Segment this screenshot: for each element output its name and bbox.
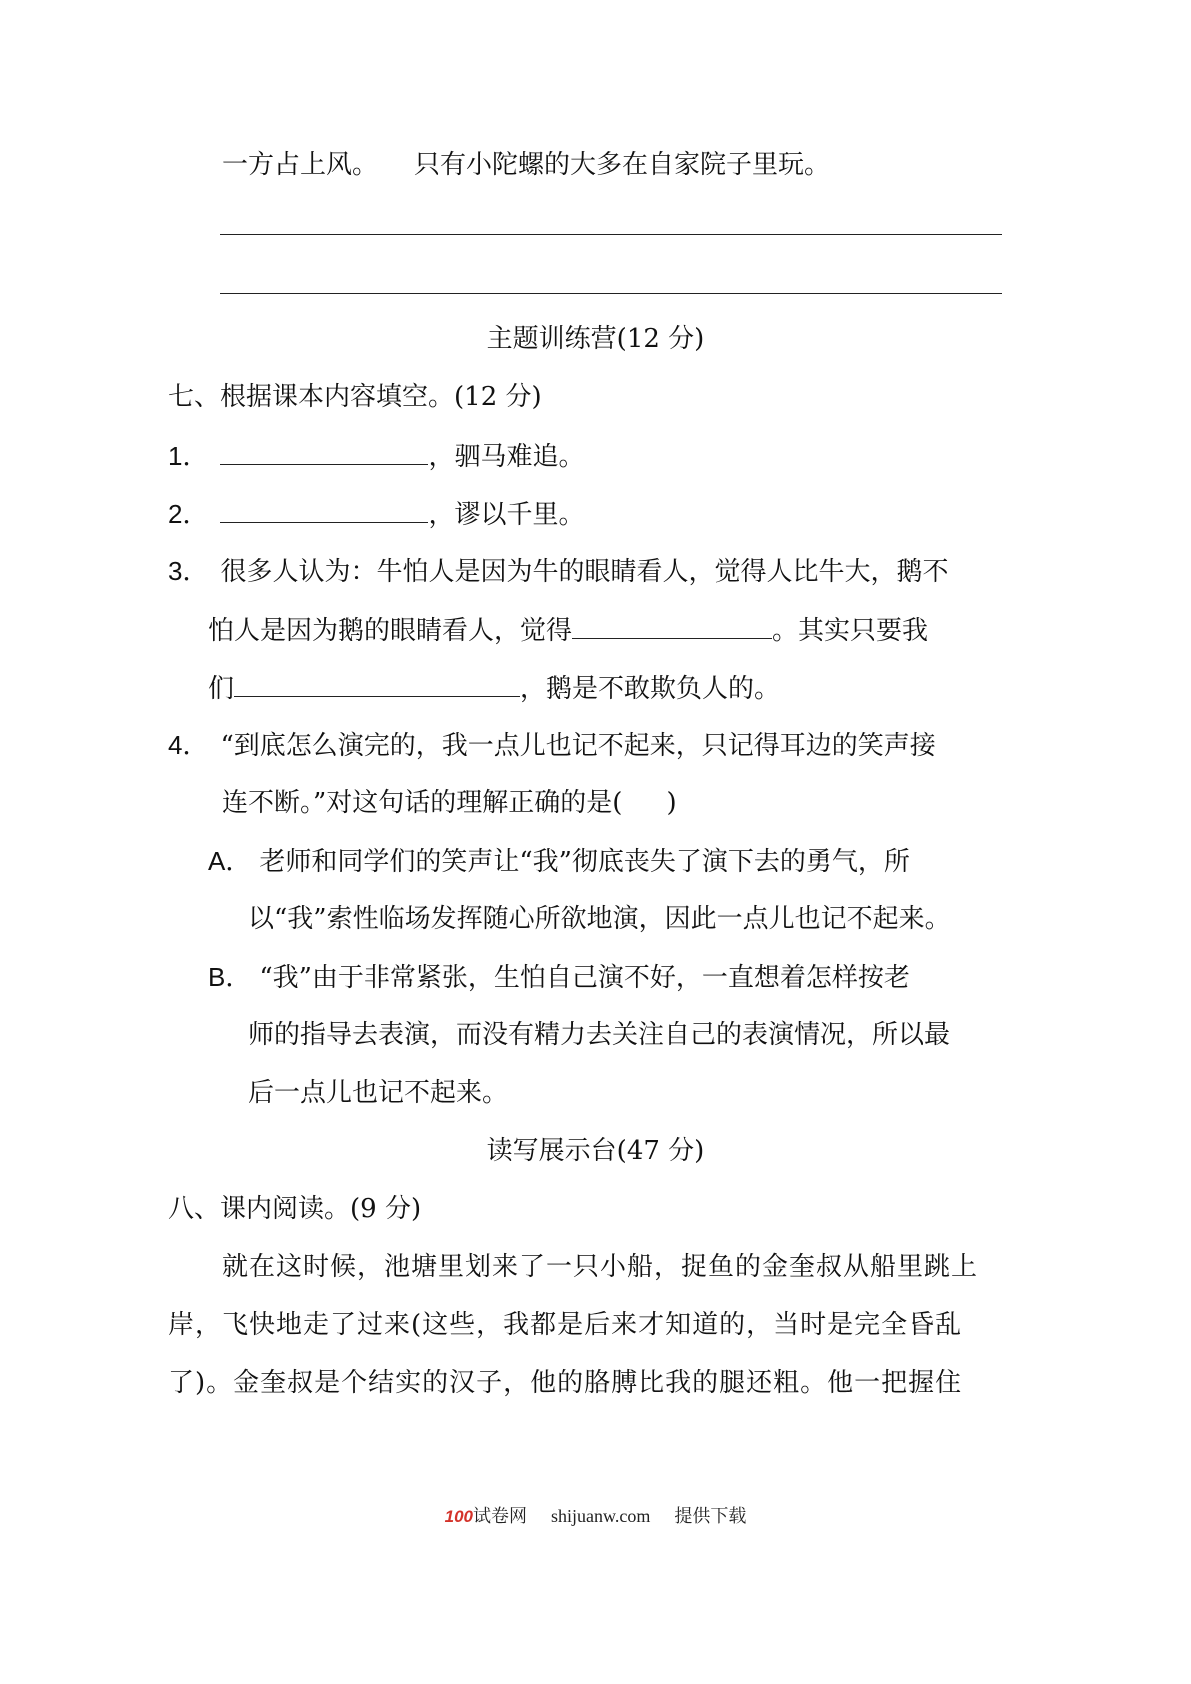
section-heading-main: 主题训练营(12 分) — [486, 324, 705, 354]
q7-option-a-line2 — [248, 902, 951, 936]
q7-item-1-text: ，驷马难追。 — [428, 442, 585, 472]
q7-item-4-text-2-end: ) — [666, 788, 677, 818]
q7-option-b-text-3: 后一点儿也记不起来。 — [248, 1078, 509, 1108]
q7-item-3-num: 3． — [168, 556, 209, 586]
site-name: 试卷网 — [473, 1506, 528, 1526]
site-logo: 100 — [444, 1507, 474, 1526]
q7-item-1-blank[interactable] — [220, 438, 428, 465]
q7-title: 七、根据课本内容填空。 — [168, 382, 455, 412]
site-url[interactable]: shijuanw.com — [551, 1506, 651, 1526]
q7-option-a-text-1: 老师和同学们的笑声让“我”彻底丧失了演下去的勇气，所 — [259, 847, 910, 877]
answer-text-b: 只有小陀螺的大多在自家院子里玩。 — [414, 150, 831, 180]
q7-item-2-blank[interactable] — [220, 496, 428, 523]
page-footer — [0, 1502, 1191, 1528]
q7-option-a-label: A． — [208, 846, 252, 876]
q7-option-b-label: B． — [208, 962, 252, 992]
q7-heading — [168, 380, 542, 414]
q7-item-4-text-1: “到底怎么演完的，我一点儿也记不起来，只记得耳边的笑声接 — [220, 731, 936, 761]
q7-item-4-text-2: 连不断。”对这句话的理解正确的是( — [222, 788, 623, 818]
q7-item-3-text-2a: 怕人是因为鹅的眼睛看人，觉得 — [208, 616, 573, 646]
q7-item-3-text-1: 很多人认为：牛怕人是因为牛的眼睛看人，觉得人比牛大，鹅不 — [220, 557, 949, 587]
q8-score: (9 分) — [350, 1194, 422, 1224]
q7-item-4-line2 — [222, 786, 677, 820]
q8-title: 八、课内阅读。 — [168, 1194, 351, 1224]
q7-item-3-text-3b: ，鹅是不敢欺负人的。 — [520, 674, 781, 704]
q7-item-2-text: ，谬以千里。 — [428, 500, 585, 530]
q8-passage-line-1: 就在这时候，池塘里划来了一只小船，捉鱼的金奎叔从船里跳上 — [222, 1252, 979, 1282]
q7-item-3-blank-2[interactable] — [234, 670, 520, 697]
q7-item-3-line2 — [208, 612, 928, 648]
q7-option-b-text-1: “我”由于非常紧张，生怕自己演不好，一直想着怎样按老 — [259, 963, 910, 993]
q7-item-4-num: 4． — [168, 730, 209, 760]
site-tagline: 提供下载 — [674, 1506, 747, 1526]
q7-option-b-line1 — [208, 960, 910, 995]
q7-item-3-line1 — [168, 554, 948, 589]
q8-passage-line-2: 岸，飞快地走了过来(这些，我都是后来才知道的，当时是完全昏乱 — [168, 1310, 963, 1340]
q7-item-1-num: 1． — [168, 441, 209, 471]
q7-option-a-line1 — [208, 844, 910, 879]
q7-item-1 — [168, 438, 584, 474]
q8-passage-line-3: 了)。金奎叔是个结实的汉子，他的胳膊比我的腿还粗。他一把握住 — [168, 1368, 963, 1398]
q7-item-3-line3 — [208, 670, 780, 706]
q7-option-a-text-2: 以“我”索性临场发挥随心所欲地演，因此一点儿也记不起来。 — [248, 904, 951, 934]
section-heading-read: 读写展示台(47 分) — [486, 1136, 705, 1166]
q7-item-3-text-3a: 们 — [208, 674, 235, 704]
q7-option-b-line3 — [248, 1076, 508, 1110]
q7-score: (12 分) — [454, 382, 542, 412]
answer-blank-line-2[interactable] — [220, 293, 1002, 294]
q7-item-3-blank-1[interactable] — [572, 612, 772, 639]
q7-item-3-text-2b: 。其实只要我 — [772, 616, 929, 646]
q8-heading — [168, 1192, 421, 1226]
answer-text-line — [222, 148, 830, 182]
q7-item-2-num: 2． — [168, 499, 209, 529]
q7-item-4-line1 — [168, 728, 936, 763]
q7-option-b-text-2: 师的指导去表演，而没有精力去关注自己的表演情况，所以最 — [248, 1020, 951, 1050]
answer-text-a: 一方占上风。 — [222, 150, 379, 180]
q7-item-2 — [168, 496, 584, 532]
q7-option-b-line2 — [248, 1018, 950, 1052]
answer-blank-line-1[interactable] — [220, 234, 1002, 235]
